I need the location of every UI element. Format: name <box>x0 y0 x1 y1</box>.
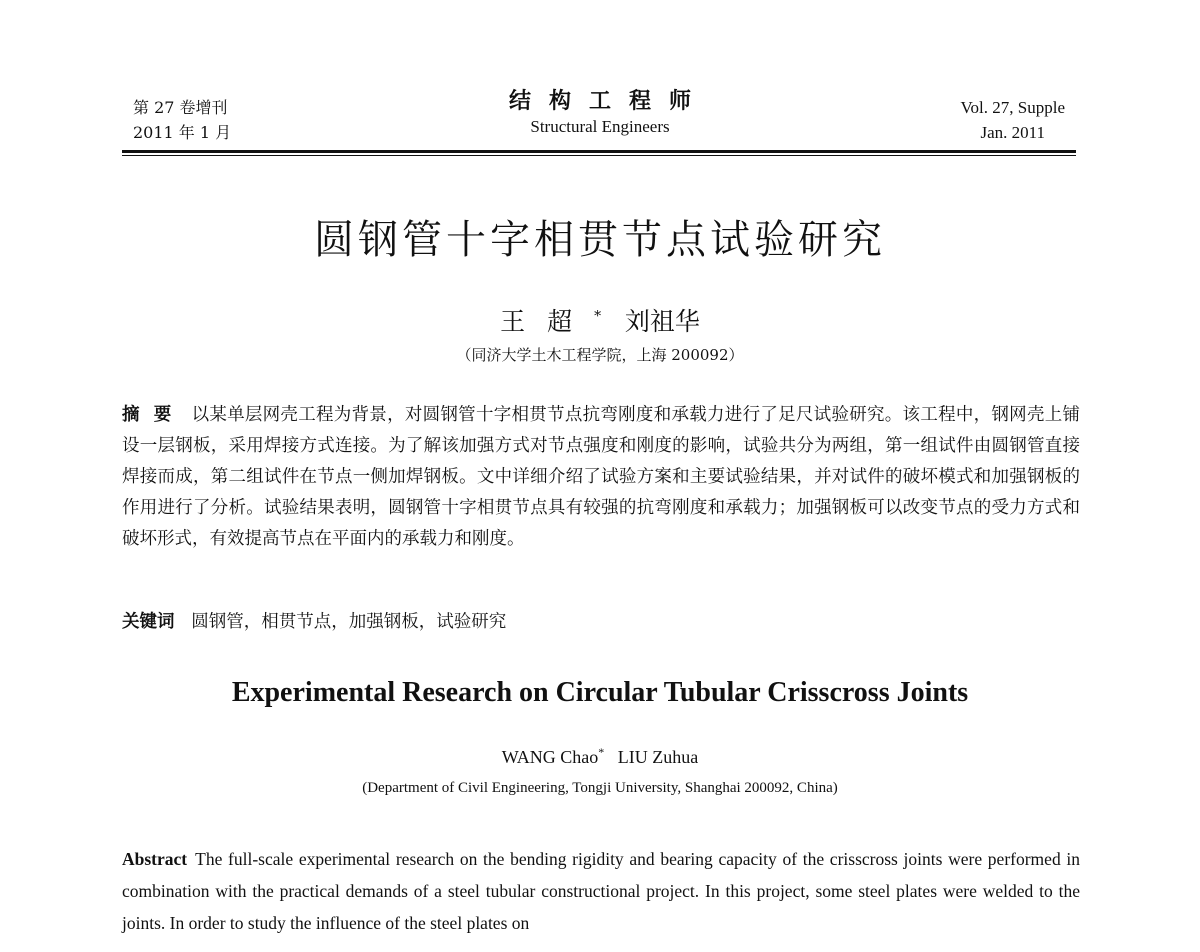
author1-mark-en: * <box>598 745 605 759</box>
keywords-text-cn: 圆钢管，相贯节点，加强钢板，试验研究 <box>191 612 507 632</box>
keywords-label-cn: 关键词 <box>122 612 175 632</box>
abstract-text-cn: 以某单层网壳工程为背景，对圆钢管十字相贯节点抗弯刚度和承载力进行了足尺试验研究。该工程中，钢网壳上铺设一层钢板，采用焊接方式连接。为了解该加强方式对节点强度和刚度的影响，试验共分为两组，第一组试件由圆钢管直接焊接而成，第二组试件在节点一侧加焊钢板。文中详细介绍了试验方案和主要试验结果，并对试件的破坏模式和加强钢板的作用进行了分析。试验结果表明，圆钢管十字相贯节点具有较强的抗弯刚度和承载力；加强钢板可以改变节点的受力方式和破坏形式，有效提高节点在平面内的承载力和刚度。 <box>122 405 1081 549</box>
date-cn: 2011 年 1 月 <box>133 123 232 142</box>
authors-cn <box>0 302 1200 338</box>
header-rule-thick <box>122 150 1076 153</box>
date-en: Jan. 2011 <box>980 123 1045 142</box>
affiliation-en: (Department of Civil Engineering, Tongji University, Shanghai 200092, China) <box>362 780 838 796</box>
author2-en: LIU Zuhua <box>617 747 699 767</box>
author1-mark-cn: * <box>594 308 602 325</box>
abstract-cn <box>122 400 1080 555</box>
affiliation-cn: （同济大学土木工程学院，上海 200092） <box>456 346 744 364</box>
author2-cn: 刘祖华 <box>624 307 700 336</box>
author1-cn: 王超 <box>500 307 595 336</box>
volume-cn: 第 27 卷增刊 <box>133 98 228 117</box>
abstract-text-en: The full-scale experimental research on the bending rigidity and bearing capacity of the crisscross joints were performed in combination with the practical demands of a steel tubular constructional project. In this project, some steel plates were welded to the joints. In order to study the influence of the steel plates on <box>122 849 1080 933</box>
header-right <box>960 95 1065 145</box>
abstract-en <box>122 843 1080 939</box>
volume-en: Vol. 27, Supple <box>960 98 1065 117</box>
keywords-cn <box>122 608 1080 636</box>
author1-en: WANG Chao <box>501 747 599 767</box>
journal-name-en: Structural Engineers <box>530 117 670 136</box>
abstract-label-en: Abstract <box>122 849 188 869</box>
authors-en <box>0 745 1200 768</box>
header-rule-thin <box>122 155 1076 156</box>
abstract-label-cn: 摘要 <box>122 405 186 425</box>
paper-title-en: Experimental Research on Circular Tubular Crisscross Joints <box>231 677 969 708</box>
journal-name-cn: 结构工程师 <box>508 88 709 114</box>
paper-title-cn: 圆钢管十字相贯节点试验研究 <box>314 217 886 263</box>
